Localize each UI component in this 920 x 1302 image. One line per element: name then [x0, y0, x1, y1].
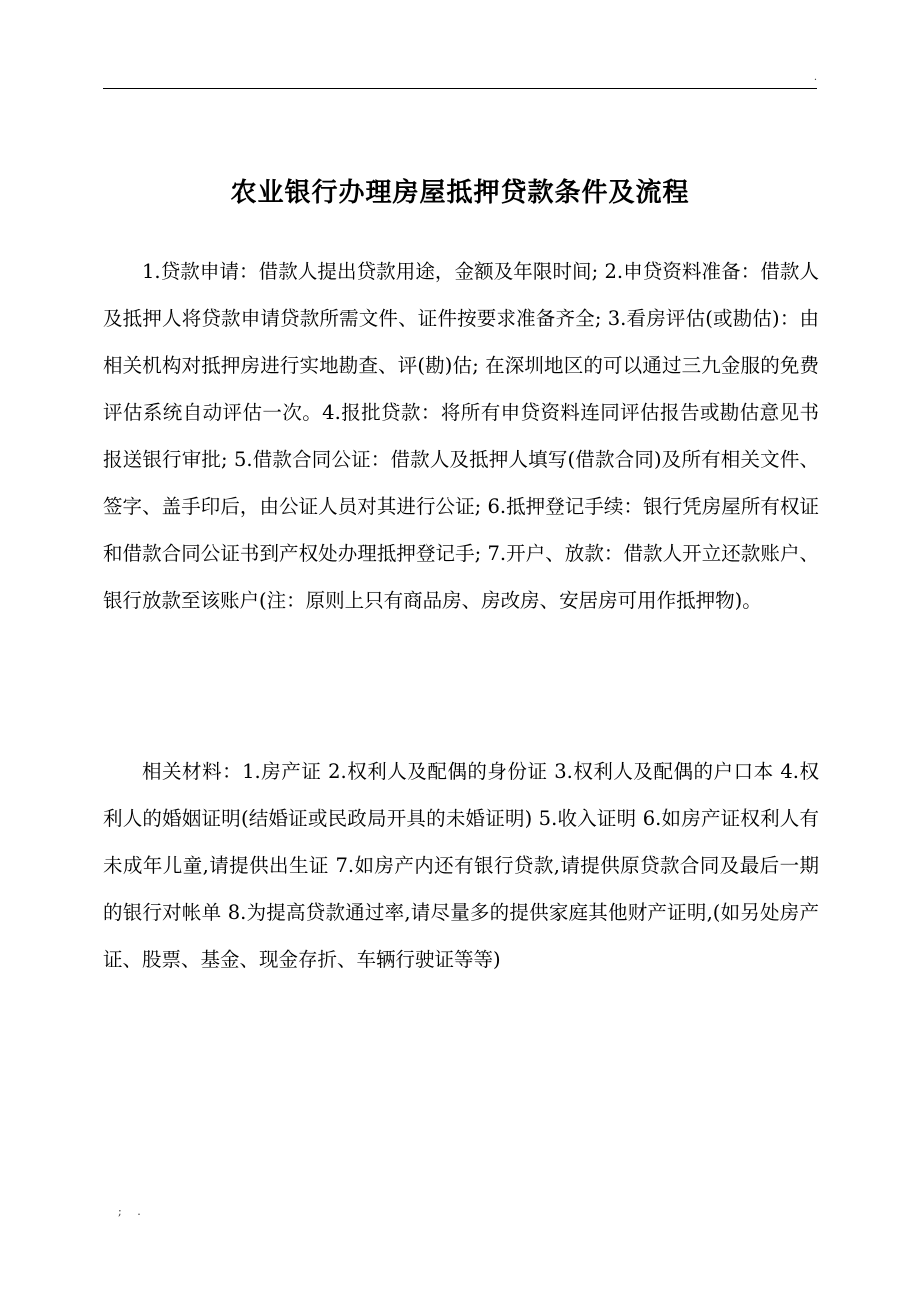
page-title: 农业银行办理房屋抵押贷款条件及流程	[230, 178, 690, 209]
footer-left-mark: ; .	[118, 1205, 147, 1218]
paragraph-materials	[103, 748, 819, 983]
paragraph-procedure	[103, 248, 819, 624]
header-divider	[103, 88, 817, 89]
header-right-mark: .	[813, 72, 817, 83]
paragraph-procedure-text: 1.贷款申请：借款人提出贷款用途，金额及年限时间; 2.申贷资料准备：借款人及抵押人将贷款申请贷款所需文件、证件按要求准备齐全; 3.看房评估(或勘估)：由相关机构对抵押房进行实地勘查、评(勘)估; 在深圳地区的可以通过三九金服的免费评估系统自动评估一次。4.报批贷款：将所有申贷资料连同评估报告或勘估意见书报送银行审批; 5.借款合同公证：借款人及抵押人填写(借款合同)及所有相关文件、签字、盖手印后，由公证人员对其进行公证; 6.抵押登记手续：银行凭房屋所有权证和借款合同公证书到产权处办理抵押登记手; 7.开户、放款：借款人开立还款账户、银行放款至该账户(注：原则上只有商品房、房改房、安居房可用作抵押物)。	[103, 260, 819, 612]
paragraph-materials-text: 相关材料：1.房产证 2.权利人及配偶的身份证 3.权利人及配偶的户口本 4.权利人的婚姻证明(结婚证或民政局开具的未婚证明) 5.收入证明 6.如房产证权利人有未成年儿童,请提供出生证 7.如房产内还有银行贷款,请提供原贷款合同及最后一期的银行对帐单 8.为提高贷款通过率,请尽量多的提供家庭其他财产证明,(如另处房产证、股票、基金、现金存折、车辆行驶证等等)	[103, 760, 819, 971]
